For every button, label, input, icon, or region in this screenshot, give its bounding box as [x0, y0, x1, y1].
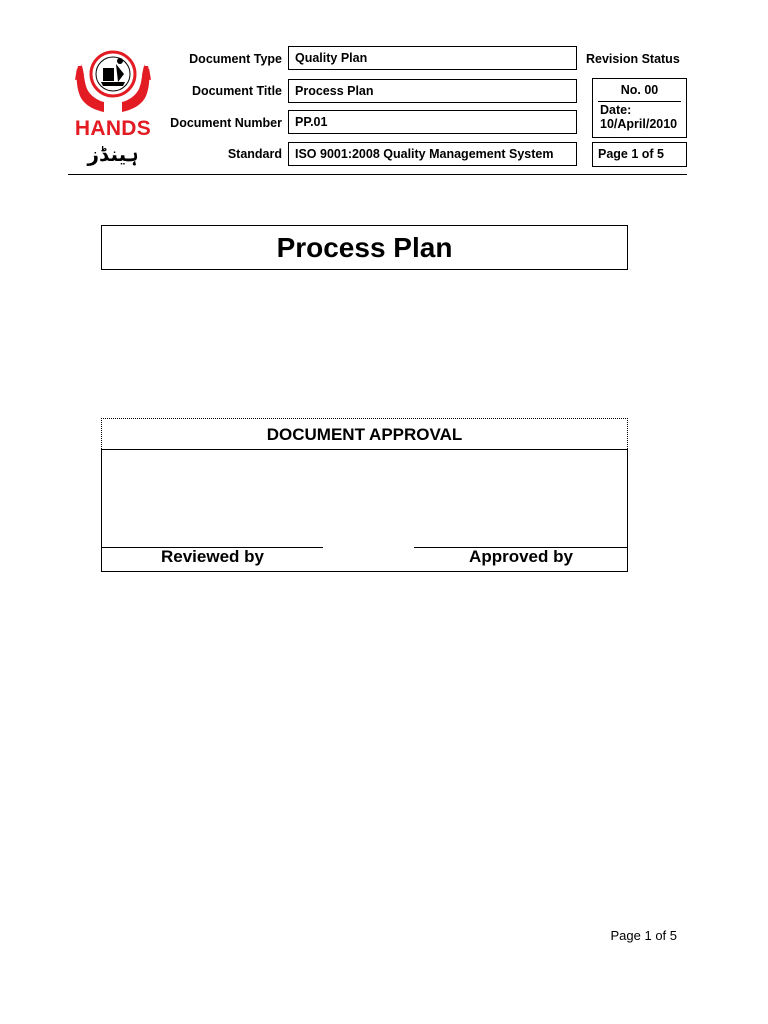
document-number-value: PP.01 [288, 110, 577, 134]
reviewed-by-label: Reviewed by [161, 547, 264, 566]
document-type-value: Quality Plan [288, 46, 577, 70]
revision-status-label: Revision Status [586, 52, 680, 66]
document-number-label: Document Number [170, 116, 282, 130]
standard-label: Standard [227, 147, 282, 161]
header-divider [68, 174, 687, 175]
approval-heading: DOCUMENT APPROVAL [101, 418, 628, 449]
logo-urdu-wordmark: ہینڈز [87, 142, 139, 166]
revision-number: No. 00 [620, 83, 659, 97]
document-title-label: Document Title [191, 84, 282, 98]
revision-box [592, 78, 687, 138]
page-title: Process Plan [101, 225, 628, 270]
standard-value: ISO 9001:2008 Quality Management System [288, 142, 577, 166]
header-page-number: Page 1 of 5 [592, 142, 687, 167]
document-type-label: Document Type [189, 52, 282, 66]
revision-date-value: 10/April/2010 [600, 117, 678, 131]
revision-date-label: Date: [600, 103, 632, 117]
logo-wordmark: HANDS [74, 117, 152, 140]
approved-by-label: Approved by [469, 547, 573, 566]
footer-page-number: Page 1 of 5 [610, 928, 677, 943]
document-title-value: Process Plan [288, 79, 577, 103]
